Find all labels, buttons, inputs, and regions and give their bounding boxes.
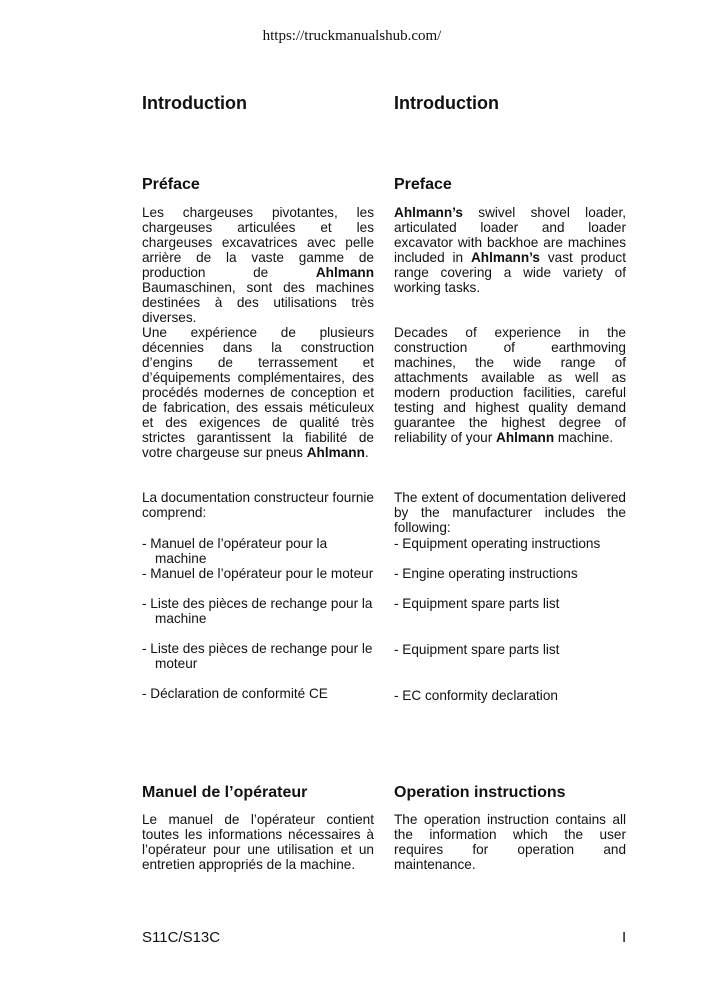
page-number: I: [622, 929, 627, 946]
preface-paragraph-1-en: Ahlmann’s swivel shovel loader, articulated loader and loader excavator with backhoe are machines included in Ahlmann’s vast product range covering a wide variety of working tasks.: [394, 205, 626, 295]
section-heading-en: Operation instructions: [394, 784, 566, 801]
preface-paragraph-1-fr: Les chargeuses pivotantes, les chargeuses articulées et les chargeuses excavatrices avec pelle arrière de la vaste gamme de production de Ahlmann Baumaschinen, sont des machines destinées à des utilisations très diverses.: [142, 205, 374, 325]
left-doc-item-3: [142, 596, 374, 626]
right-title-block: [394, 93, 626, 114]
right-preface-heading-block: [394, 176, 626, 194]
left-doc-item-1: [142, 536, 374, 566]
left-section-heading-block: [142, 784, 374, 802]
right-doc-item-3: [394, 596, 626, 611]
right-preface-p1-block: [394, 205, 626, 295]
section-text-fr: Le manuel de l’opérateur contient toutes les informations nécessaires à l’opérateur pour une utilisation et un entretien appropriés de la machine.: [142, 812, 374, 872]
documentation-intro-fr: La documentation constructeur fournie comprend:: [142, 490, 374, 520]
right-doc-item-1: [394, 536, 626, 551]
right-doc-intro-block: [394, 490, 626, 535]
left-doc-item-2: [142, 566, 374, 581]
left-preface-heading-block: [142, 176, 374, 194]
left-doc-intro-block: [142, 490, 374, 520]
list-item: - Equipment spare parts list: [394, 596, 560, 611]
list-item: - Equipment operating instructions: [394, 536, 601, 551]
section-heading-fr: Manuel de l’opérateur: [142, 784, 308, 801]
left-preface-p2-block: [142, 325, 374, 460]
right-doc-item-5: [394, 688, 626, 703]
model-number: S11C/S13C: [142, 929, 221, 946]
page-title-en: Introduction: [394, 93, 499, 113]
page-title-fr: Introduction: [142, 93, 247, 113]
section-text-en: The operation instruction contains all the information which the user requires for operation and maintenance.: [394, 812, 626, 872]
list-item: - Déclaration de conformité CE: [142, 686, 328, 701]
list-item: - Engine operating instructions: [394, 566, 578, 581]
left-doc-item-5: [142, 686, 374, 701]
list-item: - Manuel de l’opérateur pour le moteur: [142, 566, 374, 581]
preface-paragraph-2-en: Decades of experience in the construction of earthmoving machines, the wide range of attachments available as well as modern production facilities, careful testing and highest quality demand guarantee the highest degree of reliability of your Ahlmann machine.: [394, 325, 626, 445]
right-section-text-block: [394, 812, 626, 872]
left-section-text-block: [142, 812, 374, 872]
left-doc-item-4: [142, 641, 374, 671]
preface-heading-en: Preface: [394, 176, 452, 193]
right-section-heading-block: [394, 784, 626, 802]
list-item: - EC conformity declaration: [394, 688, 558, 703]
left-preface-p1-block: [142, 205, 374, 325]
preface-paragraph-2-fr: Une expérience de plusieurs décennies dans la construction d’engins de terrassement et d’équipements complémentaires, des procédés modernes de conception et de fabrication, des essais méticuleux et des exigences de qualité très strictes garantissent la fiabilité de votre chargeuse sur pneus Ahlmann.: [142, 325, 374, 460]
source-url: https://truckmanualshub.com/: [262, 28, 442, 44]
list-item: - Liste des pièces de rechange pour le moteur: [142, 641, 373, 671]
list-item: - Manuel de l’opérateur pour la machine: [142, 536, 328, 566]
left-title-block: [142, 93, 374, 114]
right-doc-item-2: [394, 566, 626, 581]
documentation-intro-en: The extent of documentation delivered by the manufacturer includes the following:: [394, 490, 626, 535]
right-preface-p2-block: [394, 325, 626, 445]
preface-heading-fr: Préface: [142, 176, 200, 193]
right-doc-item-4: [394, 642, 626, 657]
list-item: - Equipment spare parts list: [394, 642, 560, 657]
list-item: - Liste des pièces de rechange pour la machine: [142, 596, 373, 626]
